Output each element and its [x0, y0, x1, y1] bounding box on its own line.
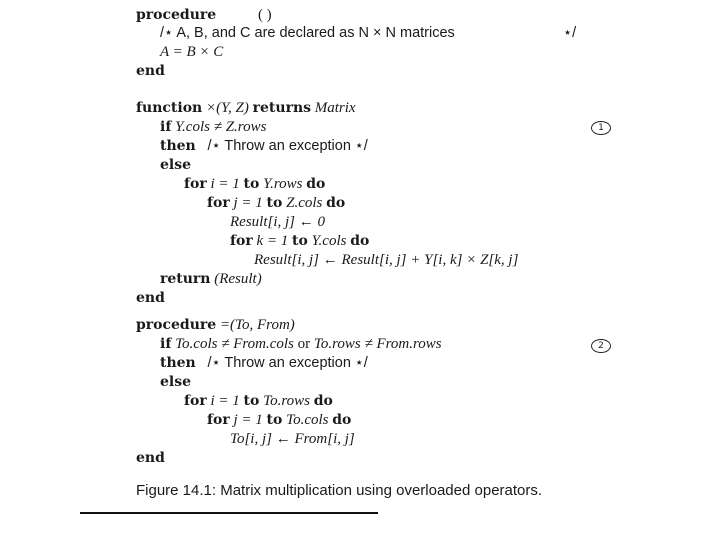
code-line-8 — [160, 156, 191, 174]
code-line-13: Result[i, j] ← Result[i, j] + Y[i, k] × Z[k, j] — [254, 252, 519, 268]
code-text: Matrix — [314, 100, 356, 116]
code-text: Y.cols ≠ Z.rows — [175, 119, 267, 135]
keyword: if — [160, 336, 172, 352]
code-comment: Throw an exception — [224, 355, 351, 371]
keyword: for — [207, 195, 230, 211]
keyword: else — [160, 157, 192, 173]
code-line-16 — [136, 316, 295, 334]
code-comment: ⋆/ — [354, 138, 368, 154]
code-text: or — [297, 336, 311, 352]
keyword: if — [160, 119, 172, 135]
code-text: =(To, From) — [219, 317, 295, 333]
code-line-5 — [136, 99, 356, 117]
keyword: end — [136, 63, 165, 79]
keyword: for — [207, 412, 230, 428]
keyword: to — [266, 412, 283, 428]
code-text: Y.cols — [311, 233, 347, 249]
code-text: k = 1 — [256, 233, 289, 249]
code-comment: /⋆ A, B, and C are declared as N × N matrices — [160, 25, 455, 41]
keyword: for — [184, 176, 207, 192]
code-comment: ⋆/ — [354, 355, 368, 371]
code-text: ( ) — [257, 7, 272, 23]
code-line-22: To[i, j] ← From[i, j] — [230, 431, 355, 447]
figure-caption: Figure 14.1: Matrix multiplication using overloaded operators. — [136, 482, 543, 499]
code-line-14 — [160, 270, 262, 288]
marker-1: 1 — [591, 121, 611, 135]
code-comment: Throw an exception — [224, 138, 351, 154]
code-line-21 — [207, 411, 351, 429]
code-text: i = 1 — [210, 393, 240, 409]
keyword: function — [136, 100, 203, 116]
footnote-rule — [80, 512, 378, 514]
code-line-18 — [160, 354, 368, 372]
keyword: to — [243, 393, 260, 409]
keyword: returns — [252, 100, 312, 116]
code-line-4 — [136, 62, 165, 80]
code-comment: /⋆ — [207, 138, 221, 154]
keyword: for — [230, 233, 253, 249]
code-line-15 — [136, 289, 165, 307]
keyword: to — [266, 195, 283, 211]
code-line-11: Result[i, j] ← 0 — [230, 214, 326, 230]
code-line-2 — [160, 24, 455, 42]
keyword: end — [136, 290, 165, 306]
code-text: ×(Y, Z) — [205, 100, 249, 116]
code-line-12 — [230, 232, 369, 250]
code-line-19 — [160, 373, 191, 391]
keyword: else — [160, 374, 192, 390]
code-text: (Result) — [214, 271, 262, 287]
keyword: do — [313, 393, 333, 409]
code-line-17 — [160, 335, 442, 353]
code-text: To.cols ≠ From.cols — [175, 336, 294, 352]
code-line-23 — [136, 449, 165, 467]
code-line-10 — [207, 194, 345, 212]
keyword: do — [326, 195, 346, 211]
code-text: To.rows — [263, 393, 310, 409]
keyword: to — [243, 176, 260, 192]
keyword: procedure — [136, 317, 217, 333]
code-text: Y.rows — [263, 176, 303, 192]
keyword: then — [160, 355, 196, 371]
code-comment: /⋆ — [207, 355, 221, 371]
code-text: i = 1 — [210, 176, 240, 192]
code-text: Z.cols — [286, 195, 323, 211]
keyword: return — [160, 271, 211, 287]
code-line-20 — [184, 392, 333, 410]
comment-close: ⋆/ — [563, 25, 577, 41]
code-line-1 — [136, 6, 272, 24]
keyword: do — [332, 412, 352, 428]
keyword: procedure — [136, 7, 217, 23]
code-line-3: A = B × C — [160, 44, 224, 60]
keyword: end — [136, 450, 165, 466]
code-text: j = 1 — [233, 412, 263, 428]
code-line-7 — [160, 137, 368, 155]
keyword: do — [306, 176, 326, 192]
code-line-6 — [160, 118, 266, 136]
keyword: for — [184, 393, 207, 409]
keyword: do — [350, 233, 370, 249]
keyword: to — [292, 233, 308, 249]
code-text: To.cols — [286, 412, 329, 428]
marker-2: 2 — [591, 339, 611, 353]
keyword: then — [160, 138, 196, 154]
code-text: j = 1 — [233, 195, 263, 211]
code-line-9 — [184, 175, 325, 193]
code-text: To.rows ≠ From.rows — [313, 336, 442, 352]
